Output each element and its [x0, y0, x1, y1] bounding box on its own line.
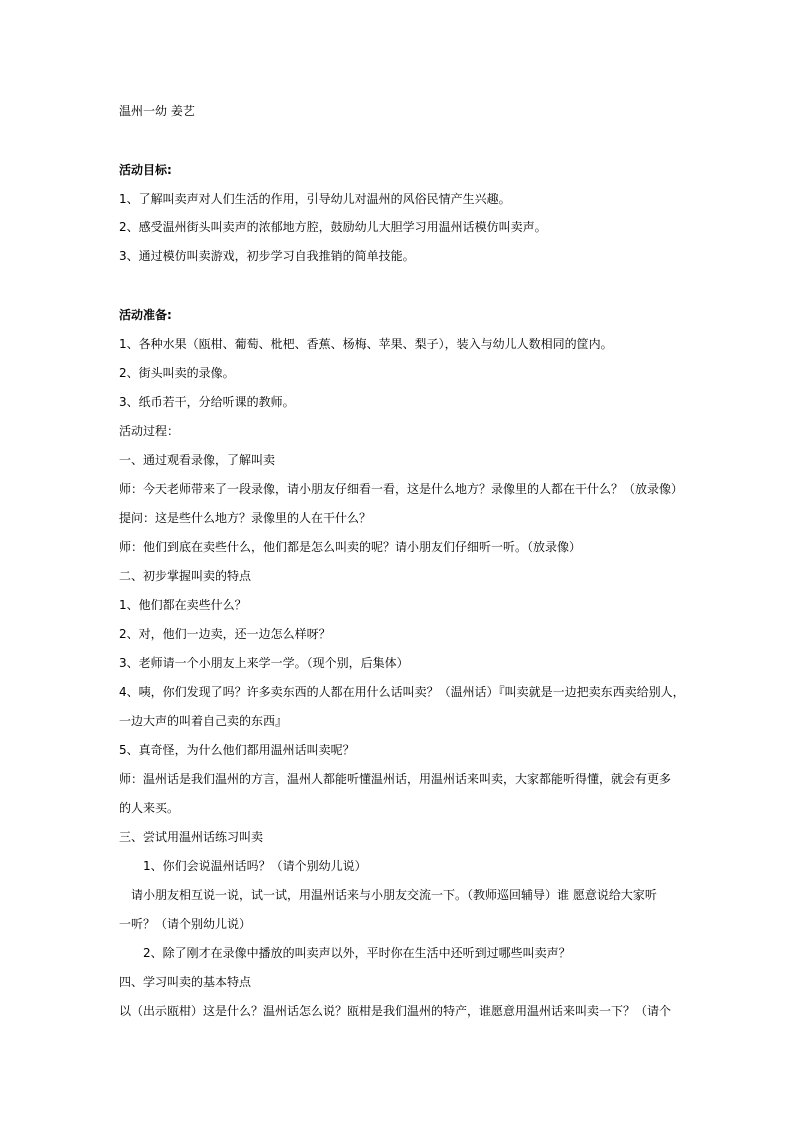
process-line: 三、尝试用温州话练习叫卖 — [119, 830, 264, 844]
process-line: 四、学习叫卖的基本特点 — [119, 975, 252, 989]
document-header: 温州一幼 姜艺 — [119, 104, 195, 118]
process-line: 提问：这是些什么地方？录像里的人在干什么？ — [119, 511, 372, 525]
process-line: 2、除了刚才在录像中播放的叫卖声以外，平时你在生活中还听到过哪些叫卖声？ — [119, 946, 571, 960]
goal-item: 2、感受温州街头叫卖声的浓郁地方腔，鼓励幼儿大胆学习用温州话模仿叫卖声。 — [119, 220, 547, 234]
process-line: 一边大声的叫着自己卖的东西』 — [119, 714, 288, 728]
goal-item: 3、通过模仿叫卖游戏，初步学习自我推销的简单技能。 — [119, 249, 415, 263]
process-line: 4、咦，你们发现了吗？许多卖东西的人都在用什么话叫卖？（温州话）『叫卖就是一边把卖东西卖给别人， — [119, 685, 685, 699]
prep-item: 1、各种水果（瓯柑、葡萄、枇杷、香蕉、杨梅、苹果、梨子），装入与幼儿人数相同的筐内。 — [119, 337, 613, 351]
process-line: 的人来买。 — [119, 801, 180, 815]
process-line: 二、初步掌握叫卖的特点 — [119, 569, 252, 583]
goals-heading: 活动目标: — [119, 163, 172, 177]
process-line: 2、对，他们一边卖，还一边怎么样呀？ — [119, 627, 331, 641]
process-line: 以（出示瓯柑）这是什么？温州话怎么说？瓯柑是我们温州的特产，谁愿意用温州话来叫卖一下？（请个 — [119, 1004, 672, 1018]
process-line: 1、你们会说温州话吗？（请个别幼儿说） — [119, 859, 367, 873]
prep-heading: 活动准备: — [119, 308, 172, 322]
prep-item: 2、街头叫卖的录像。 — [119, 366, 235, 380]
process-line: 3、老师请一个小朋友上来学一学。（现个别，后集体） — [119, 656, 409, 670]
process-heading: 活动过程： — [119, 424, 180, 438]
process-line: 请小朋友相互说一说，试一试，用温州话来与小朋友交流一下。（教师巡回辅导）谁 愿意说给大家听 — [119, 888, 657, 902]
process-line: 师：温州话是我们温州的方言，温州人都能听懂温州话，用温州话来叫卖，大家都能听得懂，就会有更多 — [119, 772, 672, 786]
goal-item: 1、了解叫卖声对人们生活的作用，引导幼儿对温州的风俗民情产生兴趣。 — [119, 192, 511, 206]
process-line: 一听？（请个别幼儿说） — [119, 917, 252, 931]
process-line: 师：他们到底在卖些什么，他们都是怎么叫卖的呢？请小朋友们仔细听一听。（放录像） — [119, 540, 582, 554]
process-line: 师：今天老师带来了一段录像，请小朋友仔细看一看，这是什么地方？录像里的人都在干什么？（放录像） — [119, 482, 684, 496]
process-line: 一、通过观看录像，了解叫卖 — [119, 453, 276, 467]
process-line: 5、真奇怪，为什么他们都用温州话叫卖呢？ — [119, 743, 355, 757]
prep-item: 3、纸币若干，分给听课的教师。 — [119, 395, 295, 409]
process-line: 1、他们都在卖些什么？ — [119, 598, 247, 612]
